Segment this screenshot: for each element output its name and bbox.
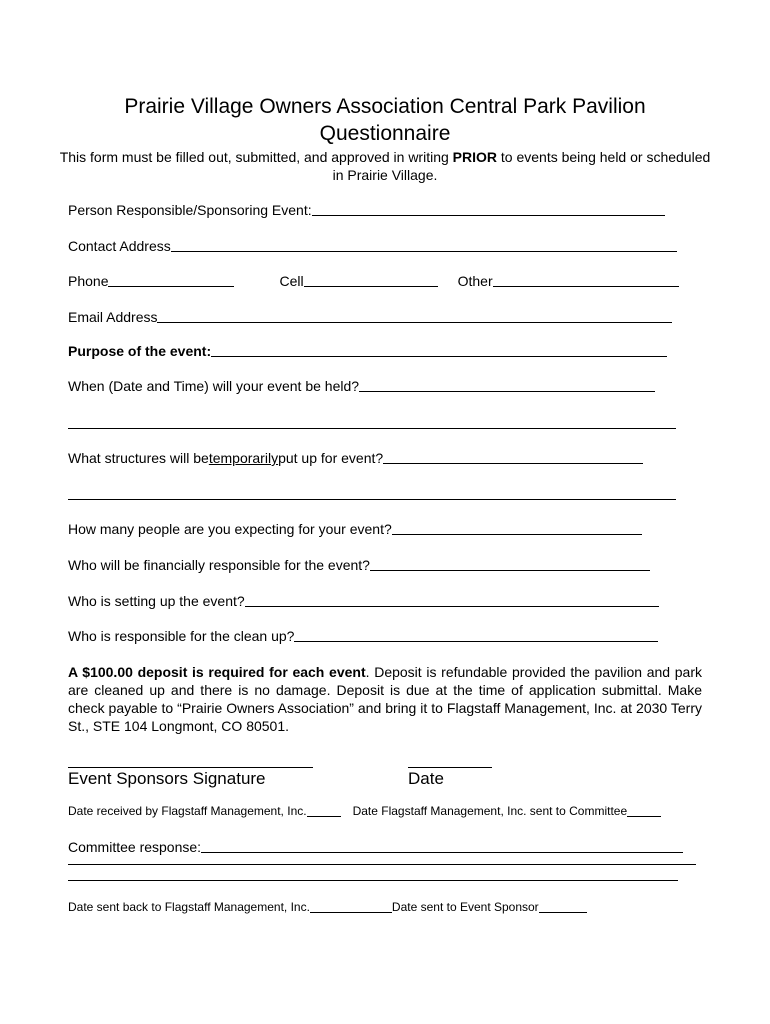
structures-label-after: put up for event? [278, 450, 384, 466]
deposit-paragraph [68, 663, 702, 735]
other-label: Other [457, 273, 493, 289]
when-row [68, 377, 655, 395]
committee-response-field[interactable] [201, 838, 683, 853]
structures-field-continued[interactable] [68, 499, 676, 500]
sponsor-date-line[interactable] [408, 767, 492, 768]
form-title [60, 93, 710, 147]
purpose-field[interactable] [211, 342, 667, 357]
when-field[interactable] [359, 377, 655, 392]
setup-label: Who is setting up the event? [68, 593, 245, 609]
structures-row [68, 449, 643, 467]
title-line-1: Prairie Village Owners Association Central Park Pavilion [124, 95, 646, 118]
date-sent-committee-field[interactable] [627, 804, 661, 817]
other-field[interactable] [493, 272, 679, 287]
office-dates-row [68, 804, 661, 819]
committee-response-line-3[interactable] [68, 880, 678, 881]
financial-field[interactable] [370, 556, 650, 571]
date-sent-sponsor-field[interactable] [539, 900, 587, 913]
intro-before: This form must be filled out, submitted, and approved in writing [59, 149, 453, 165]
committee-response-line-2[interactable] [68, 864, 696, 865]
structures-label-underlined: temporarily [208, 450, 279, 466]
contact-address-row [68, 237, 677, 255]
person-responsible-row [68, 201, 665, 219]
phone-field[interactable] [108, 272, 234, 287]
intro-emphasis: PRIOR [452, 149, 498, 165]
final-dates-row [68, 900, 587, 915]
sponsor-signature-label: Event Sponsors Signature [68, 769, 266, 788]
financial-label: Who will be financially responsible for the event? [68, 557, 370, 573]
phone-row [68, 272, 679, 290]
date-received-label: Date received by Flagstaff Management, Inc. [68, 804, 307, 818]
email-field[interactable] [157, 308, 672, 323]
date-received-field[interactable] [307, 804, 341, 817]
person-responsible-field[interactable] [312, 201, 665, 216]
email-label: Email Address [68, 309, 158, 325]
cleanup-field[interactable] [294, 627, 658, 642]
committee-response-label: Committee response: [68, 839, 202, 855]
purpose-label: Purpose of the event: [68, 343, 212, 359]
setup-row [68, 592, 659, 610]
cell-label: Cell [279, 273, 304, 289]
when-label: When (Date and Time) will your event be held? [68, 378, 360, 394]
cleanup-row [68, 627, 658, 645]
title-line-2: Questionnaire [319, 122, 451, 145]
people-row [68, 520, 642, 538]
date-sent-back-label: Date sent back to Flagstaff Management, Inc. [68, 900, 310, 914]
contact-address-field[interactable] [171, 237, 677, 252]
intro-after: to events being held or scheduled in Prairie Village. [332, 149, 711, 183]
structures-field[interactable] [383, 449, 643, 464]
financial-row [68, 556, 650, 574]
phone-label: Phone [68, 273, 109, 289]
date-sent-committee-label: Date Flagstaff Management, Inc. sent to Committee [352, 804, 628, 818]
people-label: How many people are you expecting for your event? [68, 521, 392, 537]
date-sent-sponsor-label: Date sent to Event Sponsor [391, 900, 539, 914]
intro-text [55, 148, 715, 184]
structures-label-before: What structures will be [68, 450, 209, 466]
purpose-row [68, 342, 667, 360]
date-sent-back-field[interactable] [310, 900, 392, 913]
sponsor-signature-line[interactable] [68, 767, 313, 768]
email-row [68, 308, 672, 326]
person-responsible-label: Person Responsible/Sponsoring Event: [68, 202, 312, 218]
sponsor-date-label: Date [408, 769, 444, 788]
deposit-text: . Deposit is refundable provided the pavilion and park are cleaned up and there is no damage. Deposit is due at the time of application submittal. Make check payable to “Prairie Owners Association” and bring it to Flagstaff Management, Inc. at 2030 Terry St., STE 104 Longmont, CO 80501. [68, 664, 702, 734]
setup-field[interactable] [245, 592, 659, 607]
contact-address-label: Contact Address [68, 238, 171, 254]
cleanup-label: Who is responsible for the clean up? [68, 628, 295, 644]
people-field[interactable] [392, 520, 642, 535]
when-field-continued[interactable] [68, 428, 676, 429]
cell-field[interactable] [304, 272, 438, 287]
committee-response-row [68, 838, 683, 856]
deposit-emphasis: A $100.00 deposit is required for each event [68, 664, 366, 680]
